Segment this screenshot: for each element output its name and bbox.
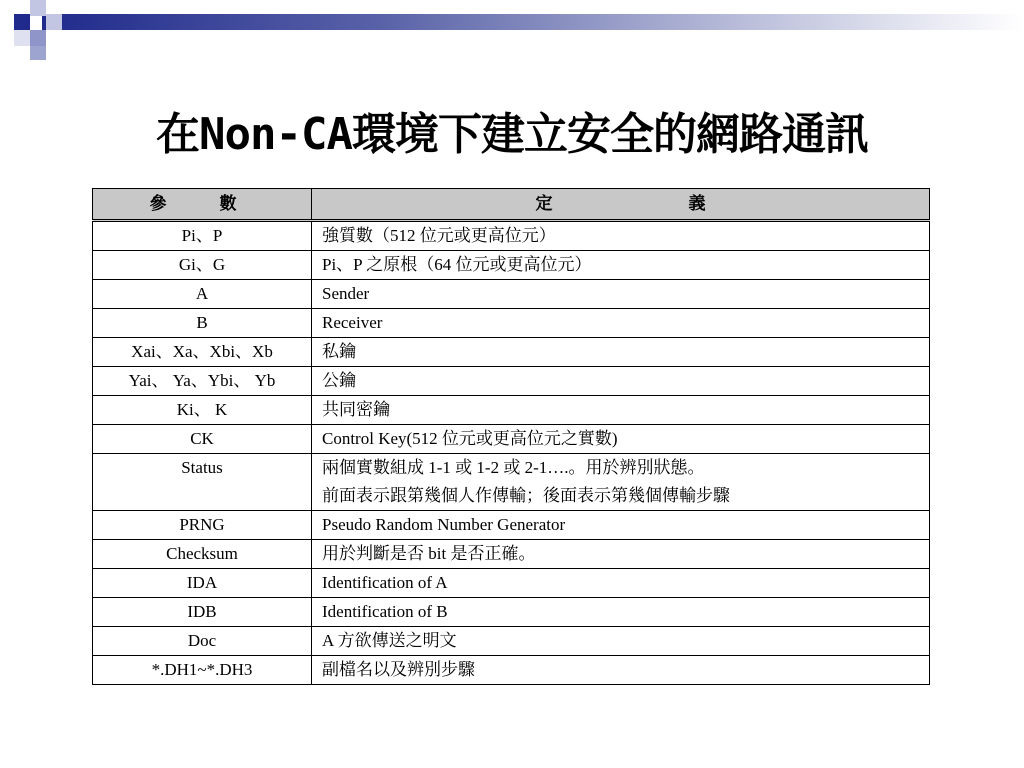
parameter-cell: B	[93, 309, 312, 338]
parameter-cell: IDA	[93, 569, 312, 598]
definition-cell	[312, 627, 930, 656]
header-parameter: 參 數	[93, 189, 312, 221]
parameter-cell: Status	[93, 454, 312, 511]
definition-cell	[312, 338, 930, 367]
table-row	[93, 251, 930, 280]
definition-text: Receiver	[322, 313, 383, 332]
definition-cell	[312, 656, 930, 685]
parameter-cell: Pi、P	[93, 221, 312, 251]
table-row	[93, 540, 930, 569]
title-gradient-bar	[42, 14, 1024, 30]
definition-cell	[312, 511, 930, 540]
deco-square-light	[46, 14, 62, 30]
definition-cell	[312, 598, 930, 627]
deco-square-mid	[30, 46, 46, 60]
parameter-cell: Xai、Xa、Xbi、Xb	[93, 338, 312, 367]
table-row	[93, 569, 930, 598]
definition-text: 強質數（512 位元或更高位元）	[322, 226, 556, 245]
definition-text: Control Key(512 位元或更高位元之實數)	[322, 429, 618, 448]
deco-square-dark	[14, 14, 30, 30]
definition-text: 副檔名以及辨別步驟	[322, 660, 475, 679]
parameter-cell: Doc	[93, 627, 312, 656]
header-definition: 定 義	[312, 189, 930, 221]
deco-square-pale	[14, 30, 30, 46]
definition-text: 兩個實數組成 1-1 或 1-2 或 2-1….。用於辨別狀態。	[322, 458, 705, 477]
parameter-cell: Gi、G	[93, 251, 312, 280]
definition-cell	[312, 454, 930, 511]
definition-cell	[312, 367, 930, 396]
corner-decoration	[0, 0, 1024, 68]
table-row	[93, 511, 930, 540]
table-row	[93, 280, 930, 309]
definition-cell	[312, 425, 930, 454]
definition-text: A 方欲傳送之明文	[322, 631, 457, 650]
definition-cell	[312, 540, 930, 569]
table-row	[93, 656, 930, 685]
parameter-table	[92, 188, 930, 685]
slide-title: 在Non-CA環境下建立安全的網路通訊	[156, 109, 868, 160]
definition-cell	[312, 251, 930, 280]
deco-square-mid	[30, 30, 46, 46]
table-row	[93, 425, 930, 454]
deco-square-light	[30, 0, 46, 16]
definition-cell	[312, 280, 930, 309]
definition-cell	[312, 569, 930, 598]
definition-text: Pi、P 之原根（64 位元或更高位元）	[322, 255, 592, 274]
definition-text: 前面表示跟第幾個人作傳輸；後面表示第幾個傳輸步驟	[322, 486, 730, 505]
table-row	[93, 627, 930, 656]
table-row	[93, 367, 930, 396]
definition-text: 私鑰	[322, 342, 356, 361]
definition-cell	[312, 396, 930, 425]
definition-text: 共同密鑰	[322, 400, 390, 419]
definition-text: Pseudo Random Number Generator	[322, 515, 566, 534]
table-row	[93, 396, 930, 425]
parameter-cell: Checksum	[93, 540, 312, 569]
table-row	[93, 221, 930, 251]
definition-text: Identification of B	[322, 602, 448, 621]
parameter-cell: CK	[93, 425, 312, 454]
parameter-cell: *.DH1~*.DH3	[93, 656, 312, 685]
table-header-row	[93, 189, 930, 221]
definition-cell	[312, 309, 930, 338]
definition-cell	[312, 221, 930, 251]
table-row	[93, 598, 930, 627]
definition-text: 用於判斷是否 bit 是否正確。	[322, 544, 536, 563]
parameter-cell: PRNG	[93, 511, 312, 540]
table-row	[93, 338, 930, 367]
table-row	[93, 309, 930, 338]
table-body	[93, 221, 930, 685]
parameter-cell: IDB	[93, 598, 312, 627]
parameter-cell: Ki、 K	[93, 396, 312, 425]
parameter-cell: A	[93, 280, 312, 309]
definition-text: Identification of A	[322, 573, 448, 592]
definition-text: Sender	[322, 284, 370, 303]
parameter-cell: Yai、 Ya、Ybi、 Yb	[93, 367, 312, 396]
definition-text: 公鑰	[322, 371, 356, 390]
table-row	[93, 454, 930, 511]
